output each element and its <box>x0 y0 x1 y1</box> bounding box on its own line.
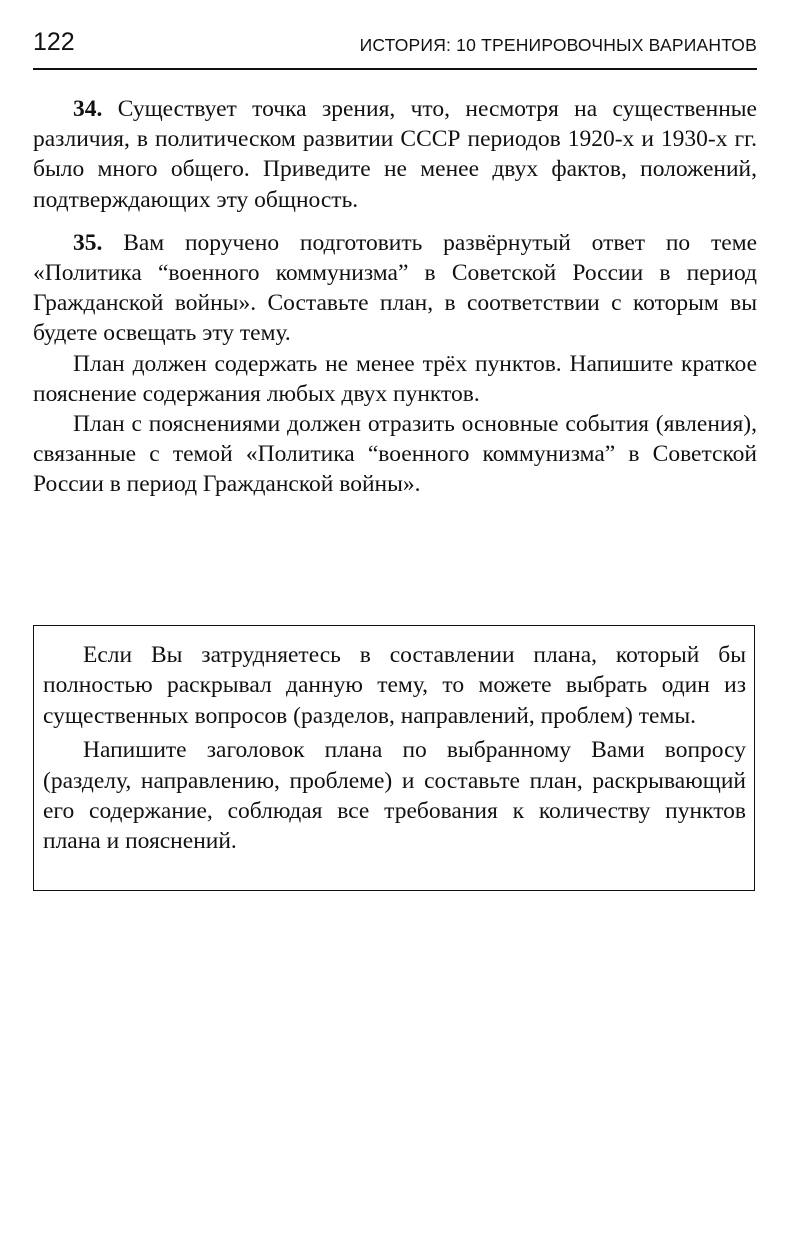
running-title: ИСТОРИЯ: 10 ТРЕНИРОВОЧНЫХ ВАРИАНТОВ <box>359 35 757 55</box>
hint-text <box>43 640 746 857</box>
question-35 <box>33 228 757 349</box>
question-34 <box>33 94 757 215</box>
page-header <box>33 26 757 66</box>
hint-paragraph: Если Вы затрудняетесь в составлении плана, который бы полностью раскрывал данную тему, то можете выбрать один из существенных вопросов (разделов, направлений, проблем) темы. <box>43 642 746 729</box>
hint-paragraph: Напишите заголовок плана по выбранному Вами вопросу (разделу, направлению, проблеме) и составьте план, раскрывающий его содержание, соблюдая все требования к количеству пунктов плана и пояснений. <box>43 737 746 855</box>
question-list <box>33 94 757 500</box>
question-number: 35. <box>73 229 103 256</box>
question-text: Существует точка зрения, что, несмотря на существенные различия, в политическом развитии СССР периодов 1920-х и 1930-х гг. было много общего. Приведите не менее двух фактов, положений, подтверждающих эту общность. <box>33 96 757 213</box>
hint-box <box>33 625 755 891</box>
question-35-paragraph: План должен содержать не менее трёх пунктов. Напишите краткое пояснение содержания любых двух пунктов. <box>33 350 757 407</box>
question-35-paragraph: План с пояснениями должен отразить основные события (явления), связанные с темой «Политика “военного коммунизма” в Советской России в период Гражданской войны». <box>33 411 757 498</box>
header-rule <box>33 68 757 70</box>
page-number: 122 <box>33 28 75 56</box>
question-text: Вам поручено подготовить развёрнутый ответ по теме «Политика “военного коммунизма” в Советской России в период Гражданской войны». Составьте план, в соответствии с которым вы будете освещать эту тему. <box>33 229 757 347</box>
question-number: 34. <box>73 96 103 122</box>
